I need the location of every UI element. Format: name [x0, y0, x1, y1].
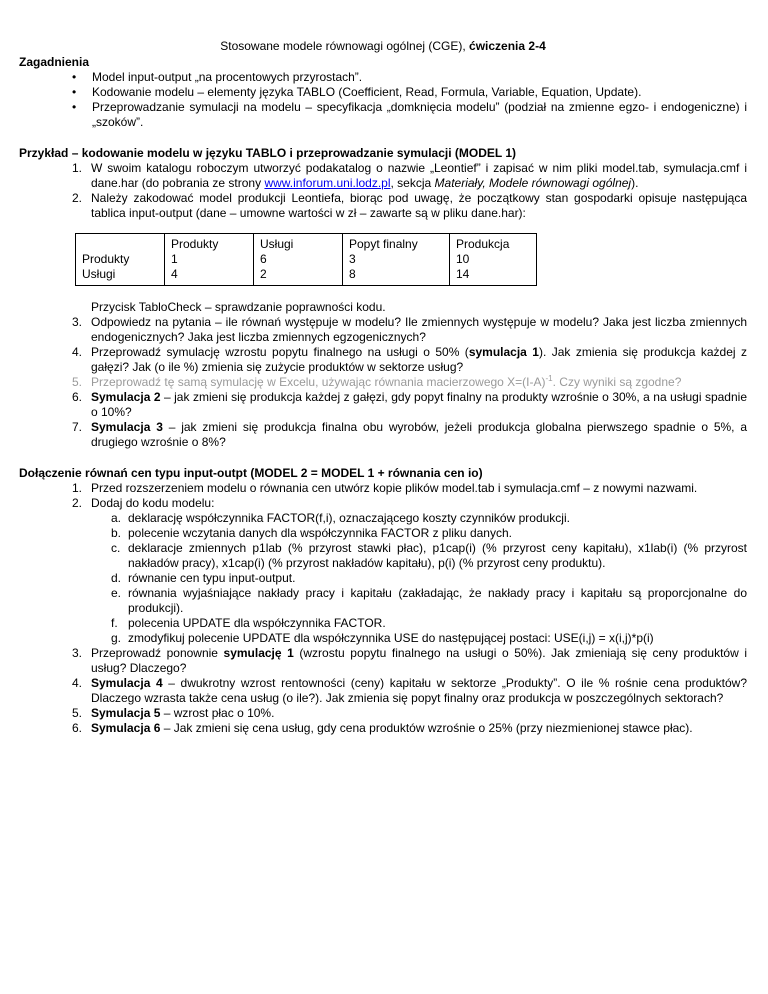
list-item: 1. Przed rozszerzeniem modelu o równania cen utwórz kopie plików model.tab i symulacja.cmf – z nowymi nazwami.: [72, 481, 698, 495]
bullet-icon: •: [72, 100, 77, 114]
list-item: 5. Symulacja 5 – wzrost płac o 10%.: [72, 706, 275, 720]
table-cell: Produkty 1 4: [165, 234, 254, 286]
sub-list-item: d. równanie cen typu input-output.: [111, 571, 296, 585]
sub-list-item: c. deklaracje zmiennych p1lab (% przyrost stawki płac), p1cap(i) (% przyrost ceny kapitału), x1lab(i) (% przyrost nakładów pracy), x1cap(i) (% przyrost nakładów kapitału), p(i) (% przyrost ceny produktu).: [111, 541, 747, 570]
section-spacer: [19, 450, 747, 466]
bullet-icon: •: [72, 70, 77, 84]
sub-list-item: a. deklarację współczynnika FACTOR(f,i), oznaczającego koszty czynników produkcji.: [111, 511, 570, 525]
topics-list: [19, 70, 747, 130]
sub-list: [19, 511, 747, 646]
page-title: Stosowane modele równowagi ogólnej (CGE), ćwiczenia 2-4: [220, 39, 546, 53]
list-item: 7. Symulacja 3 – jak zmieni się produkcja finalna obu wyrobów, jeżeli produkcja globalna pierwszego spadnie o 5%, a drugiego wzrośnie o 8%?: [72, 420, 748, 449]
list-item: 3. Odpowiedz na pytania – ile równań występuje w modelu? Ile zmiennych występuje w modelu? Jaka jest liczba zmiennych endogenicznych? Jaka jest liczba zmiennych egzogenicznych?: [72, 315, 747, 344]
sub-list-item: f. polecenia UPDATE dla współczynnika FACTOR.: [111, 616, 386, 630]
prices-heading: Dołączenie równań cen typu input-outpt (MODEL 2 = MODEL 1 + równania cen io): [19, 466, 483, 480]
table-cell: Produkcja 10 14: [450, 234, 537, 286]
tablocheck-note: Przycisk TabloCheck – sprawdzanie poprawności kodu.: [91, 300, 386, 314]
example-list: [19, 161, 747, 221]
sub-list-item: e. równania wyjaśniające nakłady pracy i kapitału (zakładając, że nakłady pracy i kapitału są proporcjonalne do produkcji).: [111, 586, 747, 615]
sub-list-item: b. polecenie wczytania danych dla współczynnika FACTOR z pliku danych.: [111, 526, 512, 540]
prices-list: [19, 481, 747, 736]
list-item: 6. Symulacja 2 – jak zmieni się produkcja każdej z gałęzi, gdy popyt finalny na produkty wzrośnie o 30%, a na usługi spadnie o 10%?: [72, 390, 747, 419]
sub-list-item: g. zmodyfikuj polecenie UPDATE dla współczynnika USE do następującej postaci: USE(i,j) = x(i,j)*p(i): [111, 631, 654, 645]
list-item: 3. Przeprowadź ponownie symulację 1 (wzrostu popytu finalnego na usługi o 50%). Jak zmieniają się ceny produktów i usług? Dlaczego?: [72, 646, 747, 675]
list-item: 1. W swoim katalogu roboczym utworzyć podakatalog o nazwie „Leontief” i zapisać w nim pliki model.tab, symulacja.cmf i dane.har (do pobrania ze strony www.inforum.uni.lodz.pl, sekcja Materiały, Modele równowagi ogólnej).: [72, 161, 747, 190]
list-item: 5. Przeprowadź tę samą symulację w Excelu, używając równania macierzowego $X=(I-A)^{-1}$. Czy wyniki są zgodne?: [72, 374, 682, 389]
list-item: 2. Dodaj do kodu modelu: a. deklarację współczynnika FACTOR(f,i), oznaczającego koszty czynników produkcji. b. polecenie wczytania danych dla współczynnika FACTOR z pliku danych. c. deklaracje zmiennych p1lab (% przyrost stawki płac), p1cap(i) (% przyrost ceny kapitału), x1lab(i) (% przyrost nakładów pracy), x1cap(i) (% przyrost nakładów kapitału), p(i) (% przyrost ceny produktu). d. równanie cen typu input-output. e. równania wyjaśniające nakłady pracy i kapitału (zakładając, że nakłady pracy i kapitału są proporcjonalne do produkcji). f. polecenia UPDATE dla współczynnika FACTOR. g. zmodyfikuj polecenie UPDATE dla współczynnika USE do następującej postaci: USE(i,j) = x(i,j)*p(i): [19, 496, 747, 646]
input-output-table: [75, 233, 537, 286]
bullet-icon: •: [72, 85, 77, 99]
list-item: 2. Należy zakodować model produkcji Leontiefa, biorąc pod uwagę, że początkowy stan gospodarki opisuje następująca tablica input-output (dane – umowne wartości w zł – zawarte są w pliku dane.har):: [72, 191, 747, 220]
table-header-cell: Produkty Usługi: [76, 234, 165, 286]
list-item: 6. Symulacja 6 – Jak zmieni się cena usług, gdy cena produktów wzrośnie o 25% (przy niezmienionej stawce płac).: [72, 721, 693, 735]
list-item: • Model input-output „na procentowych przyrostach”.: [72, 70, 363, 84]
document-content: [19, 39, 747, 736]
topics-heading: Zagadnienia: [19, 55, 90, 69]
list-item: • Kodowanie modelu – elementy języka TABLO (Coefficient, Read, Formula, Variable, Equation, Update).: [72, 85, 642, 99]
example-heading: Przykład – kodowanie modelu w języku TABLO i przeprowadzanie symulacji (MODEL 1): [19, 146, 517, 160]
table-row: [76, 234, 537, 286]
table-cell: Popyt finalny 3 8: [343, 234, 450, 286]
list-item: 4. Przeprowadź symulację wzrostu popytu finalnego na usługi o 50% (symulacja 1). Jak zmienia się produkcja każdej z gałęzi? Jak (o ile %) zmienia się zużycie produktów w sektorze usług?: [72, 345, 748, 374]
list-item: • Przeprowadzanie symulacji na modelu – specyfikacja „domknięcia modelu” (podział na zmienne egzo- i endogeniczne) i „szoków”.: [72, 100, 747, 129]
table-cell: Usługi 6 2: [254, 234, 343, 286]
example-list-continued: [19, 315, 747, 450]
inforum-link[interactable]: www.inforum.uni.lodz.pl: [264, 176, 391, 190]
list-item: 4. Symulacja 4 – dwukrotny wzrost rentowności (ceny) kapitału w sektorze „Produkty”. O ile % rośnie cena produktów? Dlaczego wzrasta także cena usług (o ile?). Jak zmienia się popyt finalny oraz produkcja w poszczególnych sektorach?: [72, 676, 748, 705]
